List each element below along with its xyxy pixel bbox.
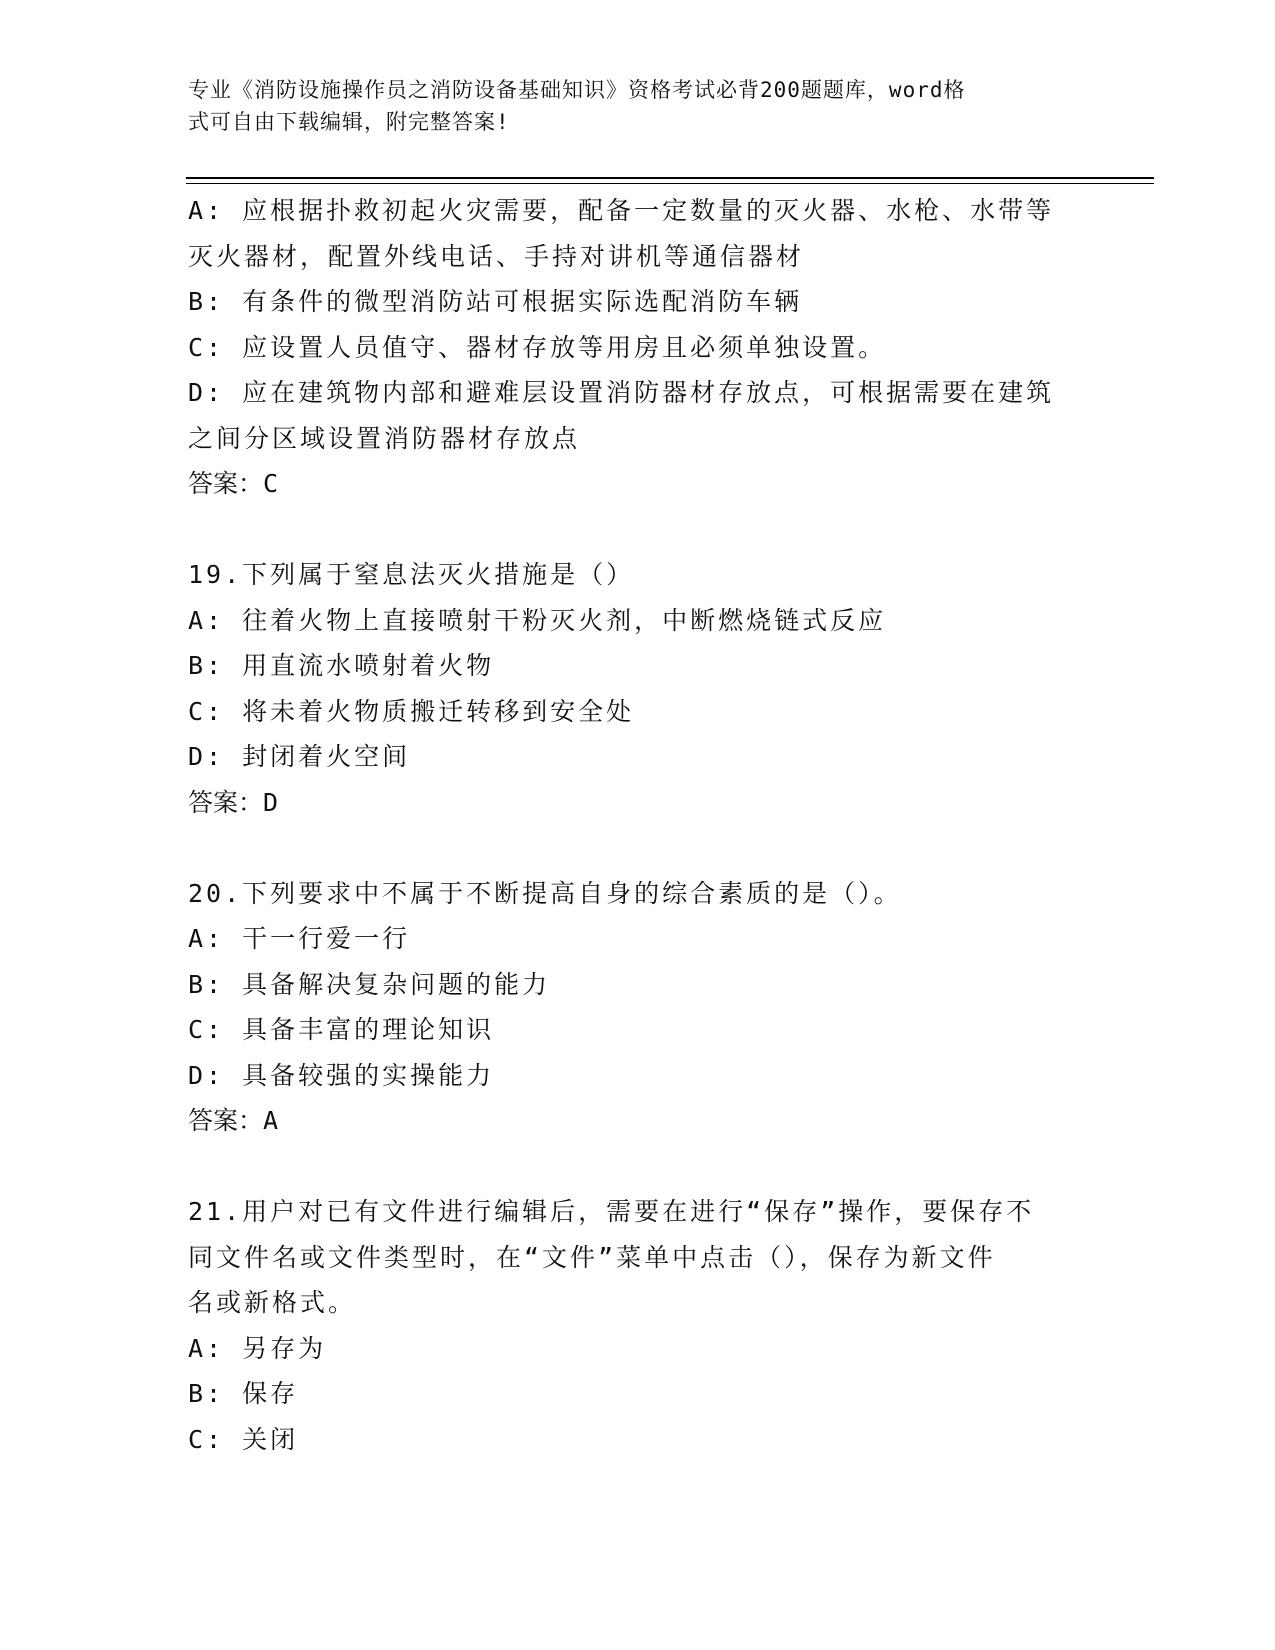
question-line: B: 具备解决复杂问题的能力 <box>188 969 551 999</box>
question-line: D: 具备较强的实操能力 <box>188 1060 495 1090</box>
question-content <box>188 188 1088 1462</box>
question-line: C: 具备丰富的理论知识 <box>188 1015 495 1044</box>
header-rule-thick <box>186 177 1154 179</box>
question-line: B: 用直流水喷射着火物 <box>188 651 495 680</box>
question-line: A: 往着火物上直接喷射干粉灭火剂，中断燃烧链式反应 <box>188 605 887 635</box>
question-line: 20.下列要求中不属于不断提高自身的综合素质的是（）。 <box>188 878 902 908</box>
question-block <box>188 552 1088 825</box>
question-line: 名或新格式。 <box>188 1288 357 1317</box>
question-line: 灭火器材，配置外线电话、手持对讲机等通信器材 <box>188 241 805 271</box>
question-line: 之间分区域设置消防器材存放点 <box>188 423 581 453</box>
block-spacer <box>188 507 1088 553</box>
header-line-2: 式可自由下载编辑，附完整答案! <box>188 110 510 134</box>
block-spacer <box>188 1144 1088 1190</box>
question-line: 19.下列属于窒息法灭火措施是（） <box>188 560 635 589</box>
question-block <box>188 188 1088 507</box>
question-line: B: 有条件的微型消防站可根据实际选配消防车辆 <box>188 287 803 316</box>
question-line: B: 保存 <box>188 1379 299 1408</box>
question-line: 21.用户对已有文件进行编辑后，需要在进行“保存”操作，要保存不 <box>188 1197 1035 1226</box>
question-line: C: 应设置人员值守、器材存放等用房且必须单独设置。 <box>188 332 887 362</box>
answer-line: 答案：C <box>188 469 279 498</box>
question-line: A: 另存为 <box>188 1333 327 1363</box>
question-line: A: 干一行爱一行 <box>188 924 411 953</box>
block-spacer <box>188 825 1088 871</box>
question-line: 同文件名或文件类型时，在“文件”菜单中点击（），保存为新文件 <box>188 1242 996 1272</box>
header-rule-thin <box>186 183 1154 184</box>
question-line: C: 将未着火物质搬迁转移到安全处 <box>188 696 635 726</box>
answer-line: 答案：D <box>188 787 279 817</box>
question-block <box>188 871 1088 1144</box>
question-line: D: 应在建筑物内部和避难层设置消防器材存放点，可根据需要在建筑 <box>188 378 1055 407</box>
question-line: A: 应根据扑救初起火灾需要，配备一定数量的灭火器、水枪、水带等 <box>188 196 1055 225</box>
question-block <box>188 1189 1088 1462</box>
header-line-1: 专业《消防设施操作员之消防设备基础知识》资格考试必背200题题库，word格 <box>188 78 966 102</box>
question-line: D: 封闭着火空间 <box>188 742 411 771</box>
answer-line: 答案：A <box>188 1106 279 1135</box>
document-header <box>188 74 1058 138</box>
question-line: C: 关闭 <box>188 1424 299 1454</box>
